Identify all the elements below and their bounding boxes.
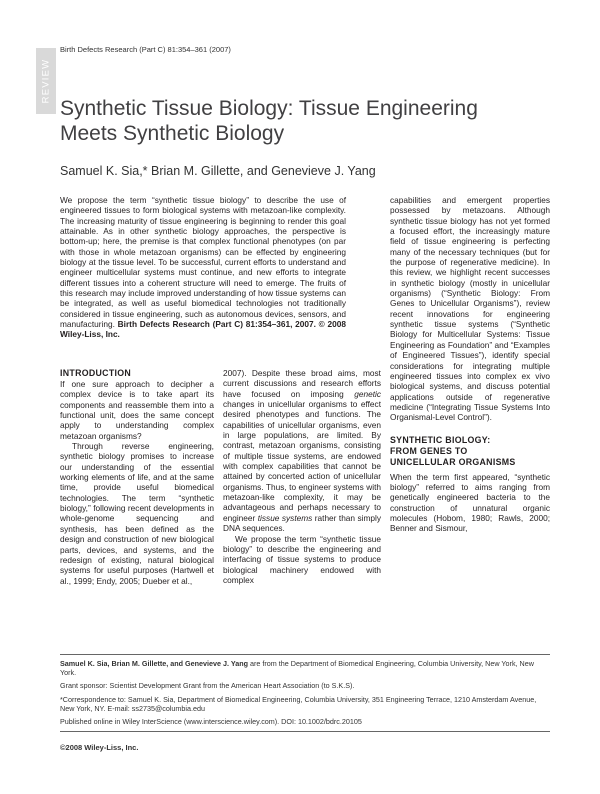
- mid-text: 2007). Despite these broad aims, most current discussions and research efforts have focused on imposing: [223, 368, 381, 399]
- footnote-divider: [60, 654, 550, 655]
- section-heading-line: SYNTHETIC BIOLOGY:: [390, 434, 491, 445]
- journal-header: Birth Defects Research (Part C) 81:354–361 (2007): [60, 45, 231, 54]
- affiliation-text: are from the Department of Biomedical Engineering, Columbia University, New York, New York.: [60, 659, 534, 678]
- review-label: REVIEW: [40, 58, 52, 104]
- section-heading-introduction: INTRODUCTION: [60, 368, 132, 378]
- middle-column: [223, 368, 381, 585]
- mid-paragraph-1: [223, 368, 381, 534]
- affiliation-names: Samuel K. Sia, Brian M. Gillette, and Genevieve J. Yang: [60, 659, 249, 668]
- page-copyright: ©2008 Wiley-Liss, Inc.: [60, 743, 139, 752]
- abstract-text: We propose the term “synthetic tissue biology” to describe the use of engineered tissues to form biological systems with metazoan-like complexity. The increasing maturity of tissue engineering is beginning to render this goal attainable. As in other synthetic biology approaches, the perspective is bottom-up; here, the premise is that complex functional phenotypes (on par with those in whole metazoan organisms) can be effected by engineering biology at the tissue level. To be successful, current efforts to understand and engineer multicellular systems must continue, and new efforts to integrate different tissues into a coherent structure will need to emerge. The fruits of this research may include improved understanding of how tissue systems can be integrated, as well as useful biomedical technologies not traditionally considered in tissue engineering, such as autonomous devices, sensors, and manufacturing.: [60, 195, 346, 330]
- mid-emphasis: tissue systems: [257, 512, 313, 523]
- published-note: Published online in Wiley InterScience (www.interscience.wiley.com). DOI: 10.1002/bdrc.20105: [60, 717, 362, 727]
- section-heading-line: UNICELLULAR ORGANISMS: [390, 456, 516, 467]
- abstract-copyright: © 2008 Wiley-Liss, Inc.: [60, 319, 346, 340]
- mid-text: rather than simply DNA sequences.: [223, 512, 381, 534]
- title-line-2: Meets Synthetic Biology: [60, 122, 285, 145]
- mid-paragraph-2: We propose the term “synthetic tissue biology” to describe the engineering and interfacing of tissue systems to produce biological machinery endowed with complex: [223, 533, 381, 585]
- article-title: [60, 96, 540, 146]
- abstract: [60, 195, 346, 340]
- abstract-citation: Birth Defects Research (Part C) 81:354–361, 2007.: [117, 319, 316, 330]
- right-column-top: [390, 195, 550, 534]
- footer-divider: [60, 731, 550, 732]
- footnotes: [60, 659, 550, 730]
- mid-emphasis: genetic: [354, 388, 381, 399]
- affiliation-note: [60, 659, 550, 677]
- section-heading-line: FROM GENES TO: [390, 445, 468, 456]
- section-heading-synthetic-biology: [390, 435, 550, 468]
- section2-paragraph: When the term first appeared, “synthetic biology” referred to aims ranging from genetically engineered bacteria to the construction of unnatural organic molecules (Hobom, 1980; Rawls, 2000; Benner and Sismour,: [390, 471, 550, 534]
- right-column-paragraph: capabilities and emergent properties possessed by metazoans. Although synthetic tissue biology has not yet formed a focused effort, the increasingly mature field of tissue engineering is perfecting many of the necessary techniques (but for the purpose of regenerative medicine). In this review, we highlight recent successes in synthetic biology (mostly in unicellular organisms) (“Synthetic Biology: From Genes to Unicellular Organisms”), review recent innovations for engineering synthetic tissue systems (“Synthetic Biology for Multicellular Systems: Tissue Engineering as Foundation” and “Examples of Engineered Tissues”), identify special considerations for integrating multiple engineered tissues into complex ex vivo biological systems, and discuss potential applications outside of regenerative medicine (“Integrating Tissue Systems Into Organismal-Level Control”).: [390, 195, 550, 423]
- mid-text: changes in unicellular organisms to effect desired phenotypes and functions. The capabilities of unicellular organisms, even in large populations, are limited. By contrast, metazoan organisms, consisting of multiple tissue systems, are endowed with complex capabilities that cannot be attained by concerted action of unicellular organisms. Thus, to engineer systems with metazoan-like complexity, it may be advantageous and perhaps necessary to engineer: [223, 399, 381, 523]
- intro-paragraph-2: Through reverse engineering, synthetic biology promises to increase our understanding of the essential working elements of life, and at the same time, provide useful biomedical technologies. The term “synthetic biology,” following recent developments in whole-genome sequencing and synthesis, has been defined as the design and construction of new biological parts, devices, and systems, and the redesign of existing, natural biological systems for useful purposes (Hartwell et al., 1999; Endy, 2005; Dueber et al.,: [60, 441, 214, 586]
- title-line-1: Synthetic Tissue Biology: Tissue Engineering: [60, 97, 478, 120]
- correspondence-note: *Correspondence to: Samuel K. Sia, Department of Biomedical Engineering, Columbia University, 351 Engineering Terrace, 1210 Amsterdam Avenue, New York, NY. E-mail: ss2735@columbia.edu: [60, 694, 537, 713]
- author-list: Samuel K. Sia,* Brian M. Gillette, and Genevieve J. Yang: [60, 164, 376, 178]
- left-column: [60, 368, 214, 586]
- grant-note: Grant sponsor: Scientist Development Grant from the American Heart Association (to S.K.S).: [60, 681, 355, 691]
- review-side-tag: [36, 48, 56, 114]
- intro-paragraph-1: If one sure approach to decipher a complex device is to take apart its components and reassemble them into a functional unit, does the same concept apply to understanding complex metazoan organisms?: [60, 379, 214, 441]
